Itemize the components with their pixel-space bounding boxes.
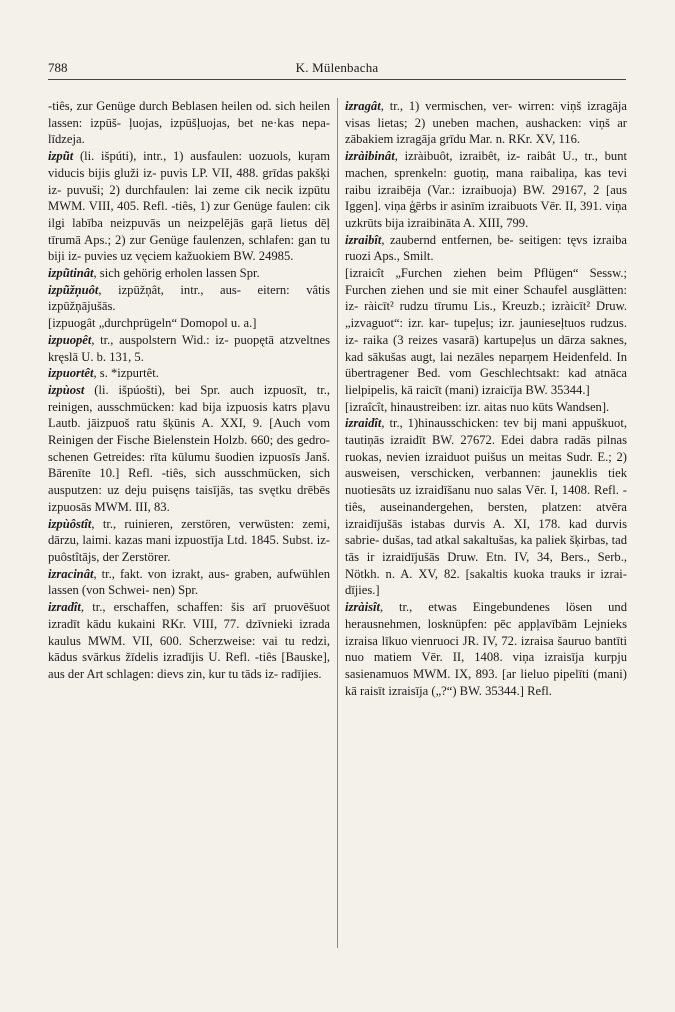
right-column: [345, 98, 627, 699]
entry-text: (li. išpúti), intr., 1) ausfaulen: uozuols, kuŗam viducis bijis gluži iz- puvis LP. VII, 488. grīdas pakšķi iz- puvuši; 2) durchfaulen: lai zeme cik necik izpūtu MWM. VIII, 405. Refl. -tiês, 1) zur Genüge faulen: cik ilgi labība neizpuvās un neizpelējās gaŗā lietus dēļ tīrumā Aps.; 2) zur Genüge faulenzen, schlafen: gan tu biji iz- puvies uz vęciem kažuokiem BW. 24985.: [48, 149, 330, 264]
header-rule: [48, 79, 626, 80]
dictionary-entry: [48, 315, 330, 332]
entry-text: , s. *izpurtêt.: [93, 366, 159, 381]
dictionary-entry: [48, 365, 330, 382]
entry-headword: izpũžņuôt: [48, 282, 99, 297]
dictionary-entry: [48, 148, 330, 265]
entry-text: , zaubernd entfernen, be- seitigen: tęvs izraiba ruozi Aps., Smilt.: [345, 232, 627, 264]
entry-headword: izràibinât: [345, 149, 395, 164]
entry-text: [izpuogât „durchprügeln“ Domopol u. a.]: [48, 316, 257, 331]
entry-headword: izracinât: [48, 566, 94, 581]
column-divider: [337, 98, 338, 948]
entry-headword: izràisît: [345, 600, 380, 615]
entry-text: [izraîcît, hinaustreiben: izr. aitas nuo kūts Wandsen].: [345, 399, 610, 414]
entry-text: , tr., ruinieren, zerstören, verwüsten: zemi, dārzu, laimi. kazas mani izpuostīja Ltd. 1845. Subst. iz- puôstîtājs, der Zerstörer.: [48, 516, 330, 564]
entry-text: , izràibuôt, izraibêt, iz- raibât U., tr., bunt machen, sprenkeln: guotiņ, mana raibaliņa, kas tevi raibu izraibēja (Var.: izraibuoja) BW. 29167, 2 [aus Iggen]. viņa ģ̧ērbs ir asinīm izraibuots Vēr. II, 391. viņa uzkrūts bija izraibināta A. XIII, 799.: [345, 149, 627, 230]
dictionary-entry: [345, 415, 627, 599]
entry-text: , tr., auspolstern Wid.: iz- puopętā atzveltnes kręslā U. b. 131, 5.: [48, 332, 330, 364]
dictionary-entry: [48, 282, 330, 315]
entry-headword: izpuopêt: [48, 332, 92, 347]
entry-headword: izraibît: [345, 232, 382, 247]
entry-headword: izpũt: [48, 149, 74, 164]
page-header: [48, 60, 626, 80]
entry-text: [izraicît „Furchen ziehen beim Pflügen“ Sessw.; Furchen ziehen und sie mit einer Schaufel ausglätten: iz- ràicīt² rudzu tīrumu Lis., Kreuzb.; izràicīt² Druw. „izvaguot“: izr. kar- tupeļus; izr. jaunieseļtuos rudzus. iz- raika (3 reizes vasarā) kartupeļus un dārza saknes, kad sākušas augt, lai nezāles neparņem Heidenfeld. In übertragener Bed. vom Geschlechtsakt: kad atnāca lielpipelis, kā raicīt (mani) izraicīja BW. 35344.]: [345, 266, 627, 397]
dictionary-entry: [48, 332, 330, 365]
page-number: 788: [48, 60, 68, 75]
entry-headword: izragât: [345, 99, 381, 113]
entry-text: , izpūžņât, intr., aus- eitern: vâtis izpūžņājušās.: [48, 282, 330, 314]
dictionary-entry: [345, 265, 627, 399]
dictionary-entry: [345, 148, 627, 232]
entry-text: (li. išpúošti), bei Spr. auch izpuosīt, tr., reinigen, ausschmücken: kad bija izpuosis katrs pļavu Lautb. jāizpuoš ratu šķūnis A. XXI, 9. [Auch vom Reinigen der Fische Bielenstein Holzb. 660; des gedro- schenen Getreides: rīta kūlumu šuodien izpuosīs Janš. Bārenīte 10.] Refl. -tiês, sich ausschmücken, sich ausputzen: uz deju puisęns taisījās, tas svętku drēbēs izpuosās MWM. III, 83.: [48, 382, 330, 514]
dictionary-entry: [48, 516, 330, 566]
dictionary-entry: [48, 382, 330, 516]
entry-text: -tiês, zur Genüge durch Beblasen heilen od. sich heilen lassen: izpūš- ļuojas, izpūšļuojas, bet ne·kas nepa- līdzeja.: [48, 99, 330, 147]
entry-headword: izraidît: [345, 416, 382, 431]
running-head: K. Mülenbacha: [295, 60, 379, 75]
dictionary-entry: [48, 98, 330, 148]
dictionary-entry: [345, 232, 627, 265]
dictionary-entry: [345, 399, 627, 416]
entry-headword: izpũtinât: [48, 266, 94, 281]
dictionary-entry: [345, 98, 627, 148]
entry-text: , tr., 1)hinausschicken: tev bij mani appuškuot, tautiņās izraidīt BW. 27672. Edei dabra radās pilnas ruokas, nevien izraiduot puišus un meitas Sudr. E.; 2) ausweisen, verschicken, verbannen: jauneklis tiek nuotiesāts uz izraidīšanu nuo salas Vēr. I, 1408. Refl. -tiês, auseinandergehen, bersten, platzen: atvēra izraidījušās istabas durvis A. XI, 178. kad durvis sabrie- dušas, tad atkal sakaltušas, ka paliek šķirbas, tad tās ir izraidījušās Druw. Etn. IV, 34, Bers., Serb., Nötkh. n. A. XV, 82. [sakaltis kuoka trauks ir izrai- dījies.]: [345, 416, 627, 598]
entry-text: , tr., 1) vermischen, ver- wirren: viņš izragāja visas lietas; 2) uneben machen, aushacken: viņš ar zābakiem izragāja grīdu Mar. n. RKr. XV, 116.: [345, 99, 627, 147]
entry-headword: izpuortêt: [48, 366, 94, 381]
dictionary-entry: [48, 599, 330, 683]
entry-headword: izradît: [48, 600, 81, 615]
entry-headword: izpùôstît: [48, 516, 92, 531]
dictionary-entry: [48, 566, 330, 599]
entry-text: , tr., erschaffen, schaffen: šis arī pruovēšuot izradīt kādu kukaini RKr. VIII, 77. dzīvnieki izrada kaulus MWM. VII, 600. Scherzweise: vai tu redzi, kādus svārkus žīdelis izradījis U. Refl. -tiês [Bauske], aus der Art schlagen: dievs zin, kur tu tāds iz- radījies.: [48, 600, 330, 681]
dictionary-entry: [48, 265, 330, 282]
dictionary-entry: [345, 599, 627, 699]
entry-headword: izpùost: [48, 382, 85, 397]
entry-text: , tr., fakt. von izrakt, aus- graben, aufwühlen lassen (von Schwei- nen) Spr.: [48, 566, 330, 598]
entry-text: , sich gehörig erholen lassen Spr.: [93, 266, 260, 281]
left-column: [48, 98, 330, 683]
entry-text: , tr., etwas Eingebundenes lösen und herausnehmen, losknüpfen: pēc appļavībām Lejnieks izraisa līkuo vienruoci JR. IV, 72. izraisa šauruo bantīti nuo matiem Vēr. II, 1408. viņa izraisīja kurpju sasienamuos MWM. IX, 893. [ar lieluo pipelīti (mani) kā raisīt izraisīja („?“) BW. 35344.] Refl.: [345, 600, 627, 698]
